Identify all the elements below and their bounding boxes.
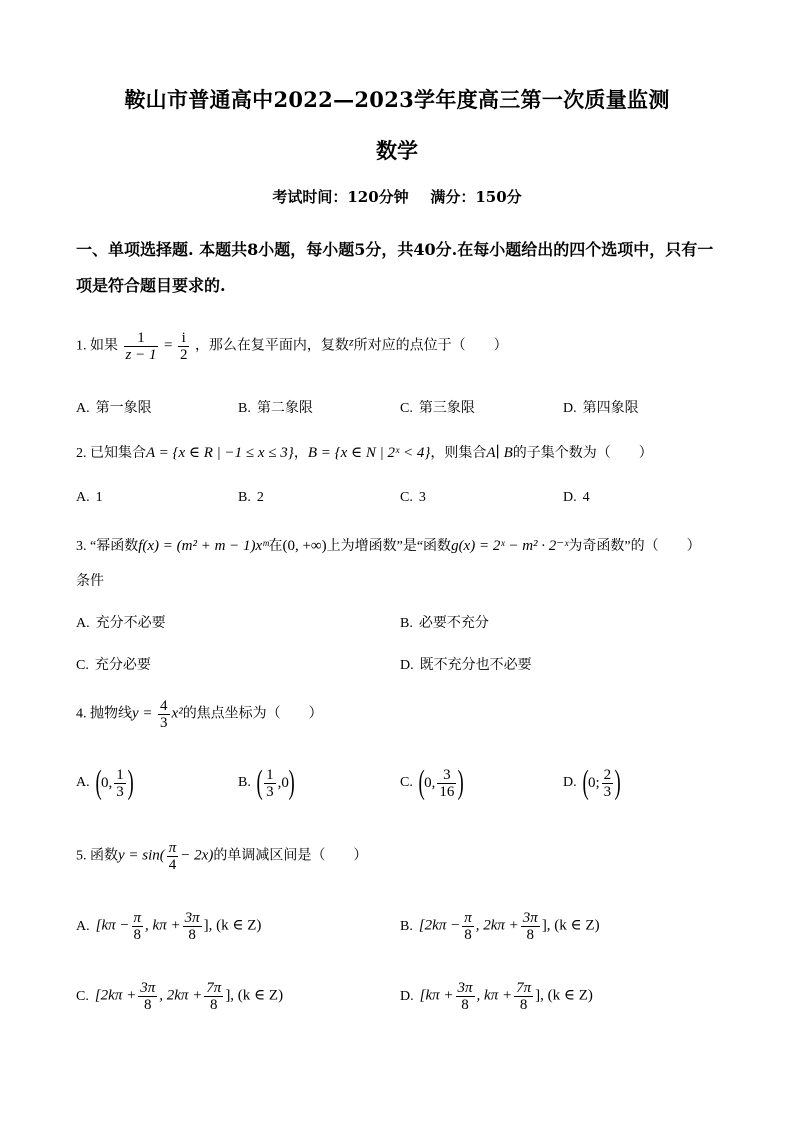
fraction-denominator: 2 [179,347,188,363]
option-fraction [602,767,614,800]
option-text: 既不充分也不必要 [419,658,532,673]
left-paren: ( [418,764,425,801]
option-text: 第一象限 [95,401,152,416]
q5-option-d[interactable] [400,980,593,1013]
fraction-numerator: 3π [140,980,156,996]
q3-option-c[interactable] [76,654,151,674]
option-fraction-2 [183,910,202,943]
option-pre: 0, [100,774,113,791]
q3-option-d[interactable] [400,654,532,674]
question-5-number: 5. 函数 [76,848,118,864]
q2-option-d[interactable] [563,490,590,506]
option-fraction [264,767,276,800]
option-pre: 0; [587,774,600,791]
question-5 [76,840,367,873]
question-1-tail: 所对应的点位于（ ） [353,338,508,354]
question-2-tail: 的子集个数为（ ） [512,446,653,461]
fraction-denominator: 8 [462,926,474,943]
comma: ， [293,446,308,461]
option-label: A. [76,490,90,505]
fraction-numerator: 7π [516,980,532,996]
interval: (0, +∞) [282,538,327,554]
question-3-text: 在 [268,539,283,554]
fraction-numerator: π [133,910,142,926]
question-3-text: 上为增函数”是“函数 [326,539,452,554]
function-post: − 2x) [180,847,214,864]
fraction-numerator: 1 [266,766,274,783]
q1-option-a[interactable] [76,397,152,417]
option-label: D. [563,775,577,790]
option-text: 充分必要 [94,658,151,673]
question-3 [76,535,701,555]
set-b: B = {x ∈ N | 2ˣ < 4} [307,445,431,461]
option-fraction-1 [138,980,157,1013]
option-label: A. [76,775,90,790]
fraction-numerator: 1 [137,330,145,346]
exam-info: 考试时间：120分钟 满分：150分 [272,188,522,206]
interval-start: [2kπ + [94,987,137,1004]
question-3-line2: 条件 [76,574,104,589]
option-label: A. [76,401,90,416]
fraction-denominator: 3 [160,715,168,731]
option-fraction-1 [462,910,474,943]
question-3-tail: 为奇函数”的（ ） [568,539,701,554]
option-fraction [437,767,456,800]
y-equals: y = [132,705,153,722]
question-4 [76,698,323,731]
interval-mid: , kπ + [145,917,181,934]
left-paren: ( [256,764,263,801]
option-label: A. [76,918,90,934]
fraction-denominator: 8 [132,926,144,943]
q4-option-c[interactable] [400,766,464,800]
option-label: A. [76,616,90,631]
left-paren: ( [582,764,589,801]
q1-option-b[interactable] [238,397,313,417]
option-label: B. [238,775,251,790]
option-label: C. [76,658,89,673]
q5-option-c[interactable] [76,980,283,1013]
fraction-denominator: 8 [514,996,533,1013]
interval-mid: , 2kπ + [475,917,519,934]
option-label: D. [400,658,414,673]
option-text: 4 [582,490,590,505]
option-text: 2 [256,490,264,505]
question-5-tail: 的单调减区间是（ ） [213,848,368,864]
question-2 [76,442,653,462]
option-label: C. [400,490,413,505]
interval-start: [kπ − [95,917,130,934]
option-post: ,0 [277,774,289,791]
option-label: C. [400,401,413,416]
q2-option-c[interactable] [400,490,426,506]
section-heading-line2: 项是符合题目要求的. [76,276,226,295]
fraction-numerator: 3π [522,910,538,926]
option-text: 3 [418,490,426,505]
q5-option-a[interactable] [76,910,261,943]
option-fraction-1 [456,980,475,1013]
right-paren: ) [614,764,621,801]
question-1-fraction-right [178,330,190,363]
option-text: 充分不必要 [95,616,166,631]
fraction-denominator: 8 [183,926,202,943]
interval-end: ], (k ∈ Z) [225,987,284,1004]
page-title: 鞍山市普通高中2022—2023学年度高三第一次质量监测 [124,87,670,112]
fraction-denominator: 3 [603,783,612,800]
option-fraction-2 [521,910,540,943]
option-label: D. [563,401,577,416]
equals-sign: = [163,337,173,354]
question-2-text: ，则集合 [430,446,487,461]
option-label: B. [238,490,251,505]
option-pre: 0, [424,774,436,791]
option-label: D. [563,490,577,505]
option-label: B. [238,401,251,416]
fraction-denominator: 16 [439,783,455,800]
fraction-denominator: 8 [204,996,223,1013]
option-fraction-1 [132,910,144,943]
fraction-denominator: z − 1 [125,347,157,363]
fraction-numerator: i [181,330,186,346]
q3-option-a[interactable] [76,612,166,632]
q1-option-c[interactable] [400,397,475,417]
right-paren: ) [288,764,295,801]
option-text: 第四象限 [582,401,639,416]
set-a: A = {x ∈ R | −1 ≤ x ≤ 3} [146,445,294,461]
option-label: B. [400,918,413,934]
section-heading-line1: 一、单项选择题. 本题共8小题，每小题5分，共40分.在每小题给出的四个选项中，只有一 [76,240,714,259]
right-paren: ) [457,764,465,801]
fraction-denominator: 3 [266,783,274,800]
option-text: 第三象限 [418,401,475,416]
option-label: C. [400,775,413,790]
fraction-denominator: 8 [456,996,475,1013]
subject-title: 数学 [376,138,418,163]
fraction-numerator: π [168,840,177,856]
question-3-text: 3. “幂函数 [76,539,139,554]
fraction-numerator: 4 [160,698,168,714]
power-function: f(x) = (m² + m − 1)xᵐ [138,538,269,554]
x-squared: x² [171,705,183,722]
question-4-fraction [158,698,170,731]
q1-option-d[interactable] [563,397,639,417]
set-intersection: A∣ B [486,445,513,461]
interval-end: ], (k ∈ Z) [541,917,600,934]
option-text: 必要不充分 [418,616,489,631]
question-1-fraction-left [124,330,159,363]
option-fraction-2 [514,980,533,1013]
option-text: 第二象限 [256,401,313,416]
option-label: D. [400,988,414,1004]
question-2-number: 2. 已知集合 [76,446,146,461]
fraction-denominator: 8 [138,996,157,1013]
function-g: g(x) = 2ˣ − m² · 2⁻ˣ [451,538,569,554]
q4-option-a[interactable] [76,766,133,800]
q2-option-b[interactable] [238,490,264,506]
variable-z: z [348,334,354,349]
interval-mid: , kπ + [476,987,513,1004]
option-label: B. [400,616,413,631]
fraction-denominator: 4 [167,856,179,873]
left-paren: ( [95,764,102,801]
interval-end: ], (k ∈ Z) [535,987,593,1004]
fraction-numerator: 1 [116,766,124,783]
right-paren: ) [127,764,134,801]
q5-option-b[interactable] [400,910,600,943]
function-pre: y = sin( [118,847,165,864]
fraction-numerator: 3π [457,980,473,996]
interval-start: [2kπ − [418,917,461,934]
fraction-numerator: 3π [184,910,200,926]
question-4-tail: 的焦点坐标为（ ） [182,706,323,722]
q2-option-a[interactable] [76,490,103,506]
question-1-text: ，那么在复平面内，复数 [194,338,349,354]
option-label: C. [76,988,89,1004]
question-5-fraction [167,840,179,873]
question-4-number: 4. 抛物线 [76,706,132,722]
q3-option-b[interactable] [400,612,489,632]
option-fraction-2 [204,980,223,1013]
interval-mid: , 2kπ + [159,987,203,1004]
option-fraction [114,767,126,800]
q4-option-b[interactable] [238,766,294,800]
question-1-number: 1. 如果 [76,338,118,354]
fraction-numerator: 3 [443,766,451,783]
fraction-numerator: 2 [603,766,612,783]
fraction-numerator: 7π [206,980,222,996]
fraction-denominator: 8 [521,926,540,943]
q4-option-d[interactable] [563,766,620,800]
interval-end: ], (k ∈ Z) [203,917,262,934]
option-text: 1 [95,490,103,505]
fraction-denominator: 3 [116,783,124,800]
fraction-numerator: π [464,910,472,926]
interval-start: [kπ + [419,987,454,1004]
question-1 [76,330,508,363]
